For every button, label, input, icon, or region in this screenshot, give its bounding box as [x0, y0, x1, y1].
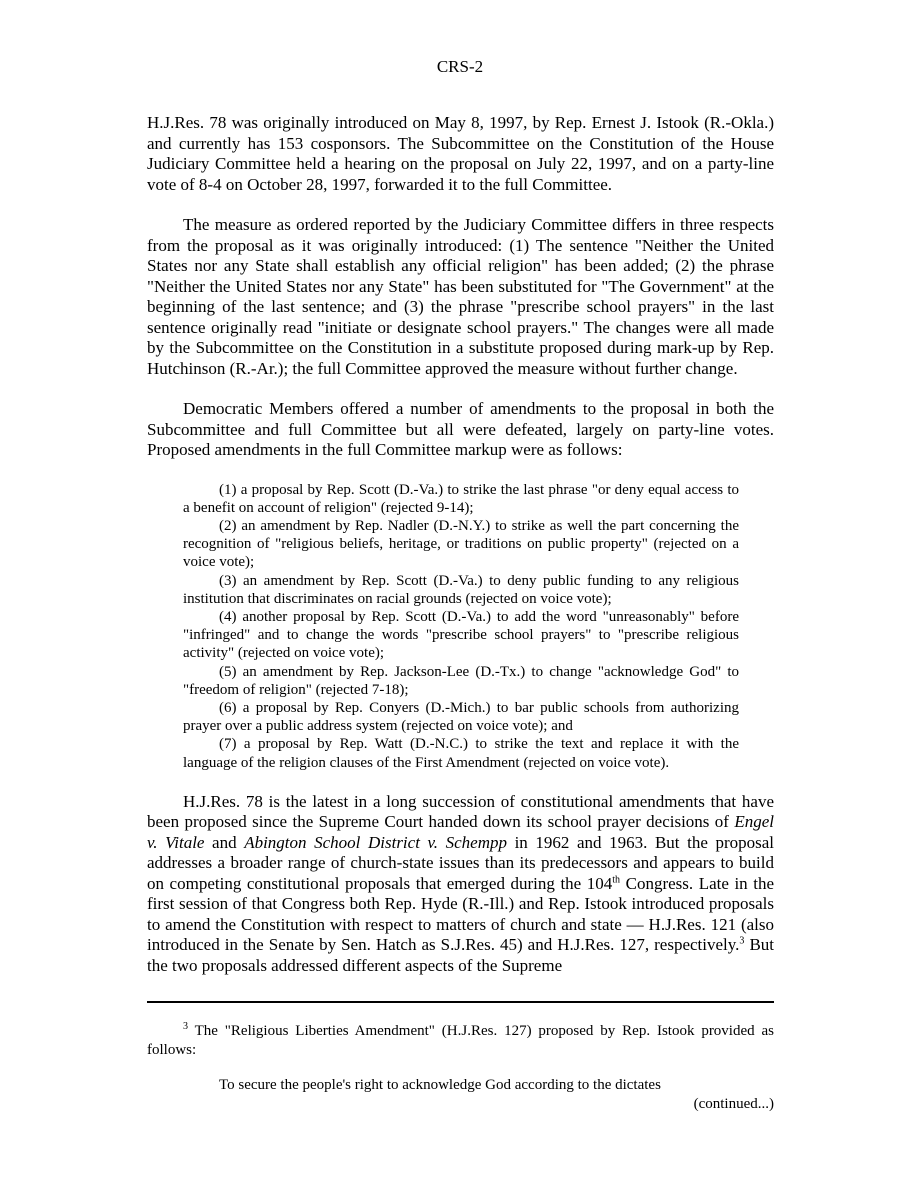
amendment-item: (6) a proposal by Rep. Conyers (D.-Mich.) to bar public schools from authorizing prayer over a public address system (rejected on voice vote); and [183, 699, 739, 735]
amendment-item: (3) an amendment by Rep. Scott (D.-Va.) to deny public funding to any religious institution that discriminates on racial grounds (rejected on voice vote); [183, 572, 739, 607]
history-text: H.J.Res. 78 is the latest in a long succession of constitutional amendments that have been proposed since the Supreme Court handed down its school prayer decisions of [147, 791, 774, 832]
footnote-reference[interactable]: 3 [739, 935, 745, 947]
amendment-item: (4) another proposal by Rep. Scott (D.-Va.) to add the word "unreasonably" before "infringed" and to change the words "prescribe school prayers" to "prescribe religious activity" (rejected on voice vote); [183, 608, 739, 662]
ordinal-suffix: th [612, 874, 621, 886]
footnote-text: The "Religious Liberties Amendment" (H.J.Res. 127) proposed by Rep. Istook provided as follows: [147, 1023, 774, 1058]
footnote [147, 1022, 774, 1060]
amendment-item: (5) an amendment by Rep. Jackson-Lee (D.-Tx.) to change "acknowledge God" to "freedom of religion" (rejected 7-18); [183, 663, 739, 698]
footnote-section [147, 1022, 774, 1114]
history-text: and [204, 832, 245, 852]
page-header: CRS-2 [436, 57, 484, 76]
paragraph-history [147, 792, 774, 977]
paragraph-changes: The measure as ordered reported by the Judiciary Committee differs in three respects from the proposal as it was originally introduced: (1) The sentence "Neither the United States nor any State shall establish any official religion" has been added; (2) the phrase "Neither the United States nor any State" has been substituted for "The Government" at the beginning of the last sentence; and (3) the phrase "prescribe school prayers" in the last sentence originally read "initiate or designate school prayers." The changes were all made by the Subcommittee on the Constitution in a substitute proposed during mark-up by Rep. Hutchinson (R.-Ar.); the full Committee approved the measure without further change. [147, 215, 774, 378]
continued-marker: (continued...) [693, 1096, 774, 1112]
history-text: in 1962 and 1963. But the proposal addresses a broader range of church-state issues than its predecessors and appears to build on competing constitutional proposals that emerged during the 104 [147, 832, 775, 893]
case-name-engel: Engel v. Vitale [147, 812, 774, 852]
paragraph-introduction: H.J.Res. 78 was originally introduced on May 8, 1997, by Rep. Ernest J. Istook (R.-Okla.) and currently has 153 cosponsors. The Subcommittee on the Constitution of the House Judiciary Committee held a hearing on the proposal on July 22, 1997, and on a party-line vote of 8-4 on October 28, 1997, forwarded it to the full Committee. [147, 113, 774, 194]
document-body [147, 113, 774, 996]
footnote-quote: To secure the people's right to acknowledge God according to the dictates [219, 1077, 661, 1093]
footnote-number: 3 [183, 1021, 188, 1032]
paragraph-amendments-intro: Democratic Members offered a number of amendments to the proposal in both the Subcommittee and full Committee but all were defeated, largely on party-line votes. Proposed amendments in the full Committee markup were as follows: [147, 399, 774, 459]
amendment-item: (2) an amendment by Rep. Nadler (D.-N.Y.) to strike as well the part concerning the recognition of "religious beliefs, heritage, or traditions on public property" (rejected on a voice vote); [183, 517, 739, 571]
history-text: But the two proposals addressed different aspects of the Supreme [147, 935, 775, 975]
case-name-schempp: Abington School District v. Schempp [244, 832, 507, 852]
history-text: Congress. Late in the first session of that Congress both Rep. Hyde (R.-Ill.) and Rep. Istook introduced proposals to amend the Constitution with respect to matters of church and state — H.J.Res. 121 (also introduced in the Senate by Sen. Hatch as S.J.Res. 45) and H.J.Res. 127, respectively. [147, 873, 775, 955]
amendment-item: (7) a proposal by Rep. Watt (D.-N.C.) to strike the text and replace it with the language of the religion clauses of the First Amendment (rejected on voice vote). [183, 736, 739, 771]
amendment-list [183, 481, 739, 772]
footnote-divider [147, 1001, 774, 1003]
amendment-item: (1) a proposal by Rep. Scott (D.-Va.) to strike the last phrase "or deny equal access to a benefit on account of religion" (rejected 9-14); [183, 481, 739, 516]
